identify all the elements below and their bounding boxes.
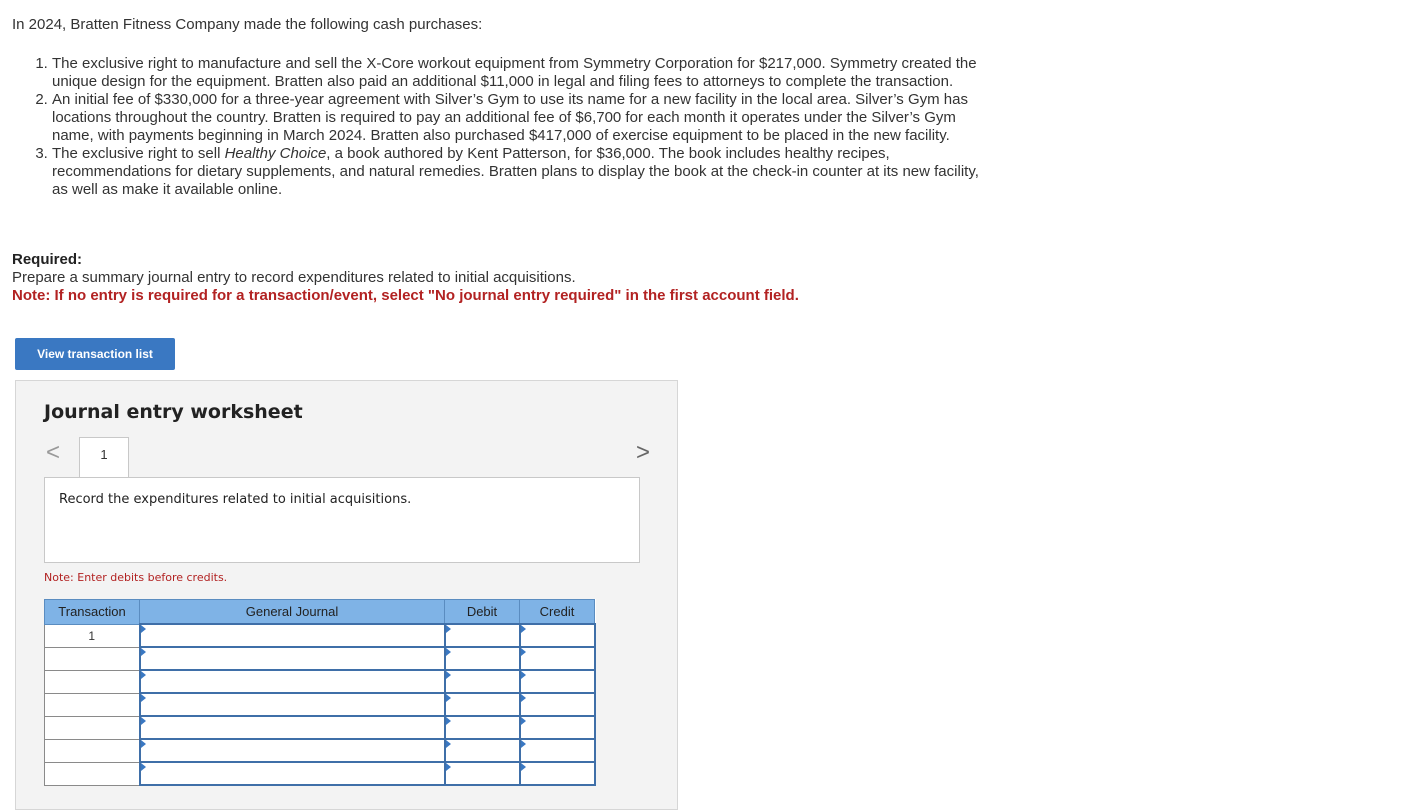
credit-input[interactable] <box>520 762 595 785</box>
journal-header-row <box>45 600 595 625</box>
debit-input[interactable] <box>445 693 520 716</box>
chevron-left-icon[interactable]: < <box>46 439 61 466</box>
table-row <box>45 739 595 762</box>
required-section <box>12 251 799 305</box>
debit-input[interactable] <box>445 716 520 739</box>
account-dropdown[interactable] <box>140 624 445 647</box>
table-row <box>45 762 595 785</box>
col-header-debit: Debit <box>445 600 520 625</box>
table-row <box>45 670 595 693</box>
debit-input[interactable] <box>445 670 520 693</box>
chevron-right-icon[interactable]: > <box>636 439 651 466</box>
account-dropdown[interactable] <box>140 762 445 785</box>
credit-input[interactable] <box>520 647 595 670</box>
account-dropdown[interactable] <box>140 716 445 739</box>
worksheet-note: Note: Enter debits before credits. <box>44 571 228 584</box>
transaction-cell: 1 <box>45 624 140 647</box>
account-dropdown[interactable] <box>140 693 445 716</box>
required-note: Note: If no entry is required for a transaction/event, select "No journal entry required" in the first account field. <box>12 287 799 304</box>
worksheet-title: Journal entry worksheet <box>44 401 303 423</box>
transaction-cell <box>45 762 140 785</box>
required-text: Prepare a summary journal entry to record expenditures related to initial acquisitions. <box>12 269 576 286</box>
journal-entry-worksheet <box>15 380 678 810</box>
purchase-item: 3. The exclusive right to sell Healthy Choice, a book authored by Kent Patterson, for $36,000. The book includes healthy recipes, recommendations for dietary supplements, and natural remedies. Bratten plans to display the book at the check-in counter at its new facility, as well as make it available online. <box>52 145 992 199</box>
transaction-cell <box>45 670 140 693</box>
purchase-list <box>12 55 992 199</box>
col-header-credit: Credit <box>520 600 595 625</box>
intro-text: In 2024, Bratten Fitness Company made the following cash purchases: <box>12 16 483 33</box>
journal-table <box>44 599 596 786</box>
credit-input[interactable] <box>520 670 595 693</box>
debit-input[interactable] <box>445 762 520 785</box>
table-row <box>45 693 595 716</box>
table-row <box>45 647 595 670</box>
debit-input[interactable] <box>445 647 520 670</box>
account-dropdown[interactable] <box>140 670 445 693</box>
transaction-cell <box>45 693 140 716</box>
transaction-cell <box>45 716 140 739</box>
required-label: Required: <box>12 251 83 268</box>
credit-input[interactable] <box>520 739 595 762</box>
table-row <box>45 624 595 647</box>
purchase-item: 2. An initial fee of $330,000 for a three-year agreement with Silver’s Gym to use its name for a new facility in the local area. Silver’s Gym has locations throughout the country. Bratten is required to pay an additional fee of $6,700 for each month it operates under the Silver’s Gym name, with payments beginning in March 2024. Bratten also purchased $417,000 of exercise equipment to be placed in the new facility. <box>52 91 992 145</box>
debit-input[interactable] <box>445 624 520 647</box>
purchase-item: 1. The exclusive right to manufacture and sell the X-Core workout equipment from Symmetry Corporation for $217,000. Symmetry created the unique design for the equipment. Bratten also paid an additional $11,000 in legal and filing fees to attorneys to complete the transaction. <box>52 55 992 91</box>
tab-entry-1[interactable]: 1 <box>79 437 129 477</box>
account-dropdown[interactable] <box>140 647 445 670</box>
account-dropdown[interactable] <box>140 739 445 762</box>
credit-input[interactable] <box>520 716 595 739</box>
view-transaction-list-button[interactable]: View transaction list <box>15 338 175 370</box>
transaction-cell <box>45 739 140 762</box>
debit-input[interactable] <box>445 739 520 762</box>
worksheet-instruction: Record the expenditures related to initial acquisitions. <box>44 477 640 563</box>
col-header-transaction: Transaction <box>45 600 140 625</box>
col-header-general-journal: General Journal <box>140 600 445 625</box>
book-title: Healthy Choice <box>224 145 327 162</box>
credit-input[interactable] <box>520 693 595 716</box>
table-row <box>45 716 595 739</box>
transaction-cell <box>45 647 140 670</box>
credit-input[interactable] <box>520 624 595 647</box>
